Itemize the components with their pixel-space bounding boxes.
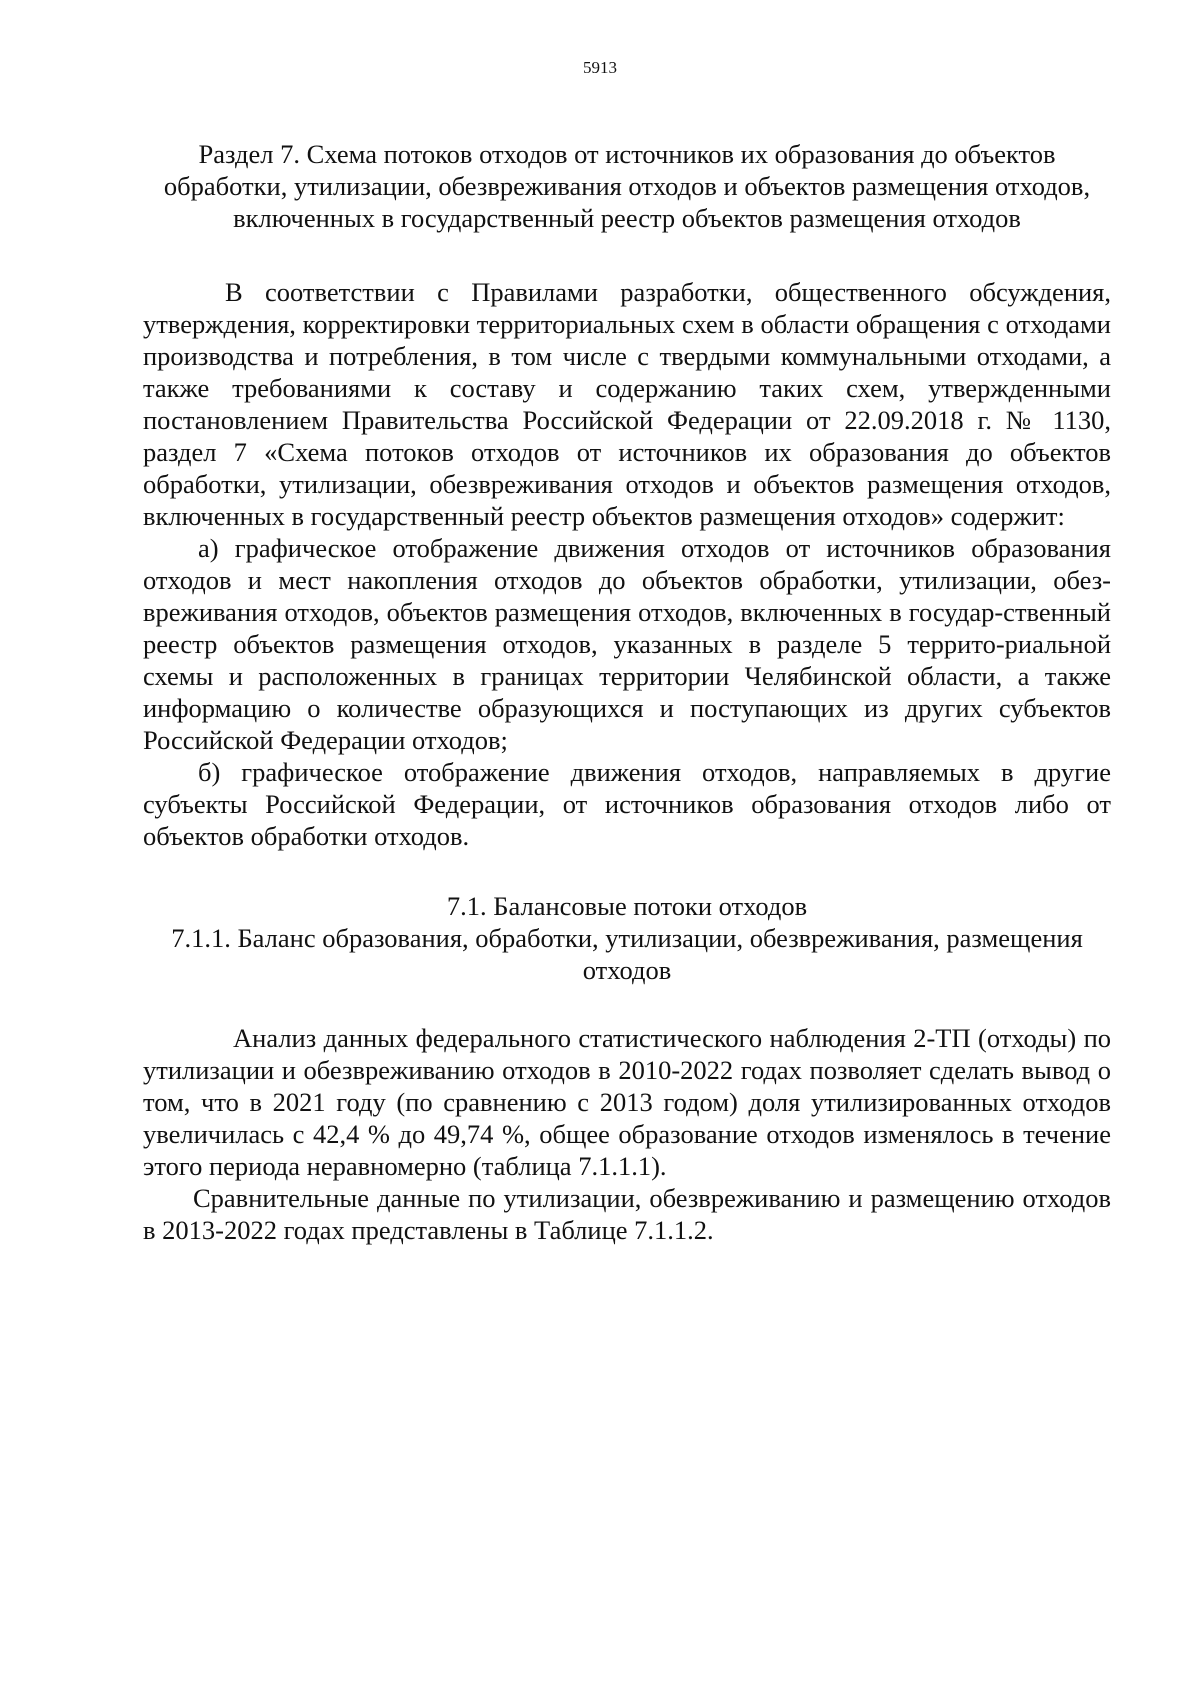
- subsection-heading: [143, 890, 1111, 986]
- document-body: [143, 138, 1111, 1246]
- comparison-paragraph: Сравнительные данные по утилизации, обезвреживанию и размещению отходов в 2013-2022 годах представлены в Таблице 7.1.1.2.: [143, 1183, 1111, 1245]
- subsection-subtitle: 7.1.1. Баланс образования, обработки, утилизации, обезвреживания, размещения отходов: [171, 923, 1083, 985]
- list-item-b: б) графическое отображение движения отходов, направляемых в другие субъекты Российской Федерации, от источников образования отходов либо от объектов обработки отходов.: [143, 757, 1111, 851]
- section-title: Раздел 7. Схема потоков отходов от источников их образования до объектов обработки, утилизации, обезвреживания отходов и объектов размещения отходов, включенных в государственный реестр объектов размещения отходов: [163, 139, 1091, 233]
- analysis-paragraph: Анализ данных федерального статистического наблюдения 2-ТП (отходы) по утилизации и обезвреживанию отходов в 2010-2022 годах позволяет сделать вывод о том, что в 2021 году (по сравнению с 2013 годом) доля утилизированных отходов увеличилась с 42,4 % до 49,74 %, общее образование отходов изменялось в течение этого периода неравномерно (таблица 7.1.1.1).: [143, 1023, 1111, 1181]
- page-number: 5913: [583, 58, 617, 77]
- list-item-a: а) графическое отображение движения отходов от источников образования отходов и мест накопления отходов до объектов обработки, утилизации, обез-вреживания отходов, объектов размещения отходов, включенных в государ-ственный реестр объектов размещения отходов, указанных в разделе 5 террито-риальной схемы и расположенных в границах территории Челябинской области, а также информацию о количестве образующихся и поступающих из других субъектов Российской Федерации отходов;: [143, 533, 1111, 755]
- intro-paragraph: В соответствии с Правилами разработки, общественного обсуждения, утверждения, корректировки территориальных схем в области обращения с отходами производства и потребления, в том числе с твердыми коммунальными отходами, а также требованиями к составу и содержанию таких схем, утвержденными постановлением Правительства Российской Федерации от 22.09.2018 г. № 1130, раздел 7 «Схема потоков отходов от источников их образования до объектов обработки, утилизации, обезвреживания отходов и объектов размещения отходов, включенных в государственный реестр объектов размещения отходов» содержит:: [143, 277, 1111, 531]
- subsection-title: 7.1. Балансовые потоки отходов: [446, 891, 808, 921]
